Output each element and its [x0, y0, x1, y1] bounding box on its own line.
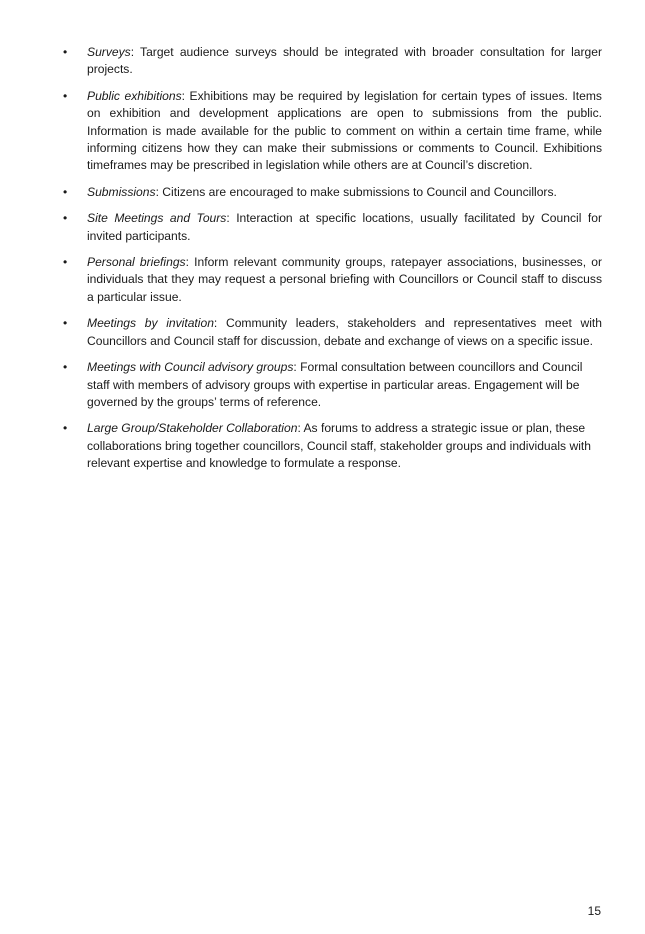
bullet-icon: •: [63, 88, 68, 103]
item-text: : Formal consultation between councillors and Council staff with members of advisory groups with expertise in particular areas. Engagement will be governed by the groups’ terms of reference.: [87, 360, 583, 409]
item-text: : Interaction at specific locations, usually facilitated by Council for invited participants.: [87, 211, 602, 243]
item-text: : Exhibitions may be required by legislation for certain types of issues. Items on exhibition and development applications are open to submissions from the public. Information is made available for the public to comment on within a certain time frame, while informing citizens how they can make their submissions or comments to Council. Exhibitions timeframes may be prescribed in legislation while others are at Council’s discretion.: [87, 88, 602, 173]
list-item-surveys: [60, 44, 602, 79]
list-item-advisory-groups: [60, 359, 602, 411]
list-item-stakeholder-collaboration: [60, 420, 602, 472]
consultation-methods-list: [60, 44, 602, 482]
item-text: : Inform relevant community groups, ratepayer associations, businesses, or individuals that they may request a personal briefing with Councillors or Council staff to discuss a particular issue.: [87, 255, 602, 304]
item-term: Site Meetings and Tours: [87, 211, 227, 226]
item-term: Meetings with Council advisory groups: [87, 360, 294, 375]
list-item-meetings-by-invitation: [60, 315, 602, 350]
item-text: : As forums to address a strategic issue or plan, these collaborations bring together councillors, Council staff, stakeholder groups and individuals with relevant expertise and knowledge to formulate a response.: [87, 421, 591, 471]
page-number: 15: [587, 904, 601, 918]
list-item-site-meetings: [60, 210, 602, 245]
bullet-icon: •: [63, 421, 68, 436]
item-term: Personal briefings: [87, 255, 186, 270]
item-term: Large Group/Stakeholder Collaboration: [87, 421, 298, 436]
item-term: Surveys: [87, 45, 131, 59]
bullet-icon: •: [63, 211, 68, 226]
list-item-public-exhibitions: [60, 88, 602, 175]
item-text: : Community leaders, stakeholders and representatives meet with Councillors and Council staff for discussion, debate and exchange of views on a specific issue.: [87, 316, 602, 348]
bullet-icon: •: [63, 316, 68, 331]
bullet-icon: •: [63, 360, 68, 375]
item-term: Submissions: [87, 184, 156, 199]
list-item-submissions: [60, 184, 602, 201]
item-text: : Target audience surveys should be integrated with broader consultation for larger projects.: [87, 45, 602, 77]
bullet-icon: •: [63, 45, 68, 59]
item-term: Public exhibitions: [87, 88, 182, 103]
item-term: Meetings by invitation: [87, 316, 214, 331]
list-item-personal-briefings: [60, 254, 602, 306]
bullet-icon: •: [63, 184, 68, 199]
item-text: : Citizens are encouraged to make submissions to Council and Councillors.: [155, 184, 557, 199]
bullet-icon: •: [63, 255, 68, 270]
